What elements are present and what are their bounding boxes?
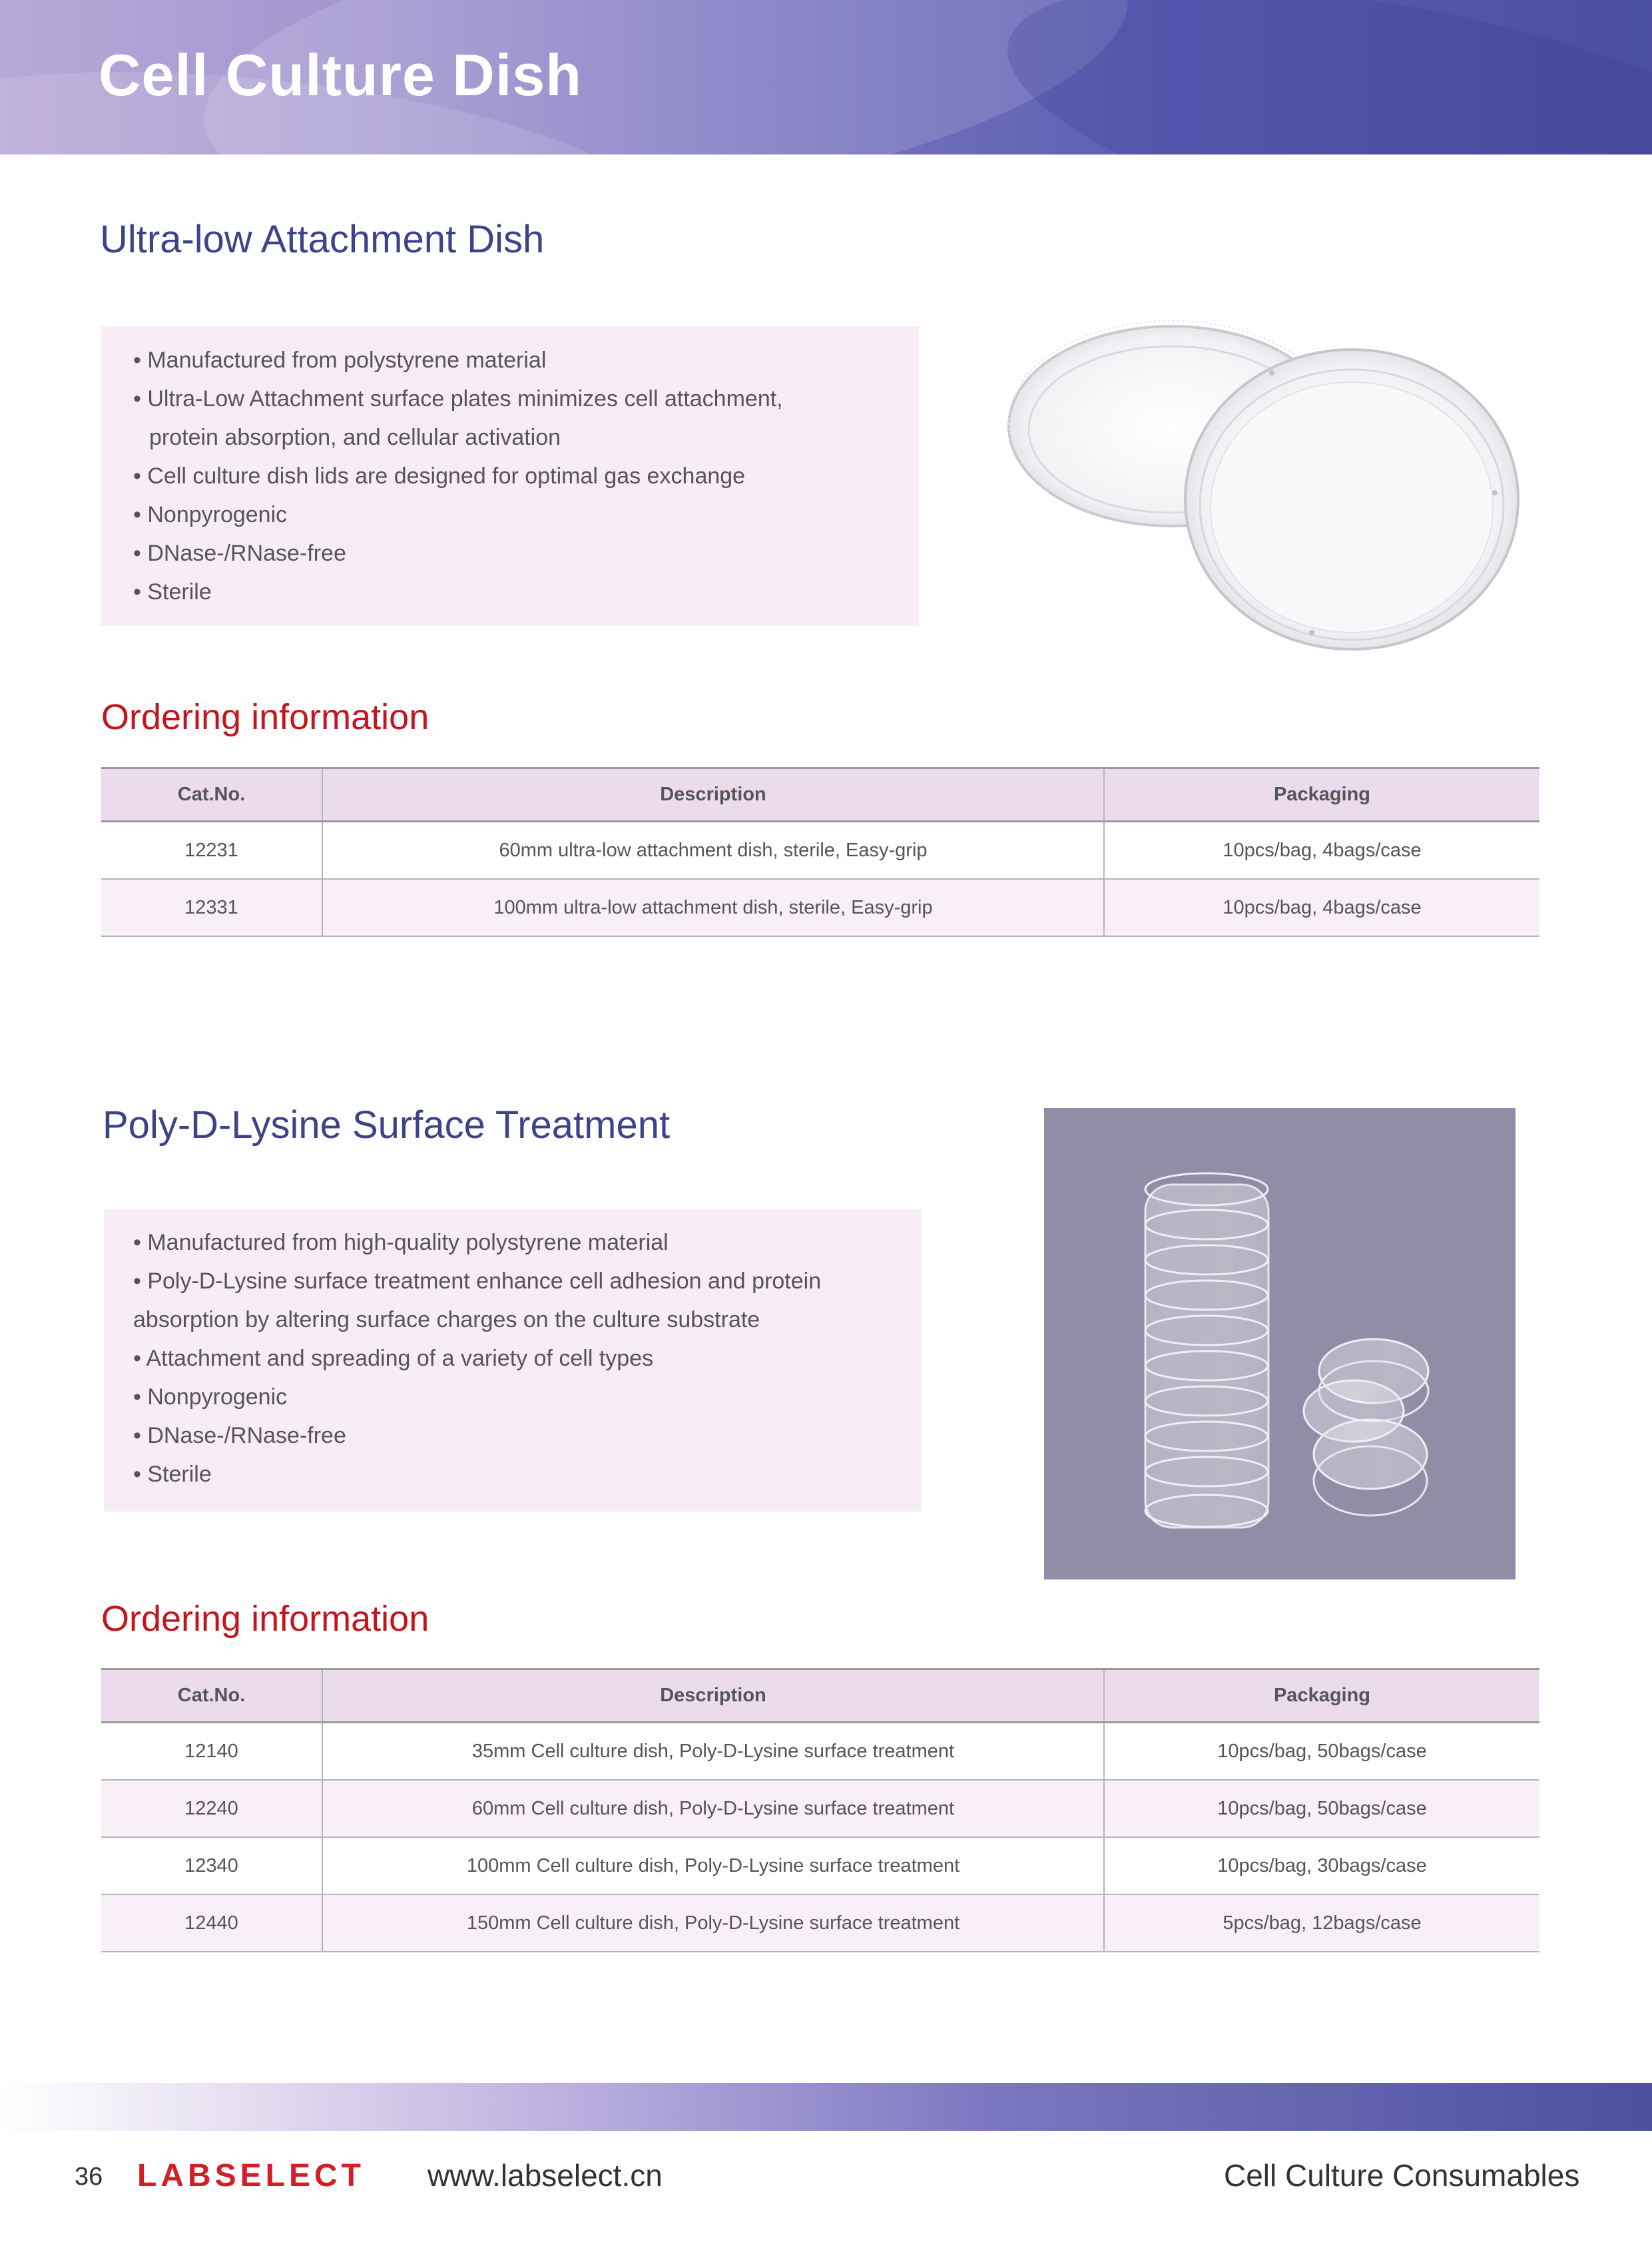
feature-item: • Poly-D-Lysine surface treatment enhance cell adhesion and protein	[133, 1268, 822, 1294]
labselect-logo: LABSELECT	[137, 2158, 365, 2193]
cat-no-cell: 12331	[101, 879, 322, 936]
cat-no-cell: 12140	[101, 1723, 322, 1781]
ordering-title-1: Ordering information	[101, 697, 429, 737]
section-title-pdl: Poly-D-Lysine Surface Treatment	[103, 1103, 671, 1147]
feature-item: • Manufactured from polystyrene material	[133, 348, 547, 373]
feature-list	[133, 1223, 821, 1494]
feature-box-pdl	[104, 1209, 922, 1512]
column-header: Cat.No.	[101, 1669, 322, 1723]
description-cell: 35mm Cell culture dish, Poly-D-Lysine surface treatment	[322, 1723, 1104, 1781]
feature-item: • Cell culture dish lids are designed for optimal gas exchange	[133, 463, 746, 489]
column-header: Packaging	[1104, 1669, 1539, 1723]
description-cell: 150mm Cell culture dish, Poly-D-Lysine surface treatment	[322, 1894, 1104, 1952]
footer-band	[0, 2083, 1652, 2131]
cat-no-cell: 12231	[101, 822, 322, 880]
pdl-dish-photo	[1044, 1108, 1515, 1579]
table-header-row	[101, 768, 1539, 822]
page-title: Cell Culture Dish	[99, 42, 582, 108]
description-cell: 60mm Cell culture dish, Poly-D-Lysine surface treatment	[322, 1780, 1104, 1837]
table-row	[101, 1723, 1539, 1781]
cat-no-cell: 12440	[101, 1894, 322, 1952]
table-row	[101, 1894, 1539, 1952]
packaging-cell: 10pcs/bag, 30bags/case	[1104, 1837, 1539, 1894]
feature-list	[133, 341, 783, 611]
table-row	[101, 1780, 1539, 1837]
column-header: Description	[322, 768, 1104, 822]
packaging-cell: 5pcs/bag, 12bags/case	[1104, 1894, 1539, 1952]
packaging-cell: 10pcs/bag, 50bags/case	[1104, 1723, 1539, 1781]
stacked-dishes-graphic	[1044, 1108, 1515, 1579]
table-row	[101, 822, 1539, 880]
banner-wave	[983, 0, 1652, 154]
feature-item: • DNase-/RNase-free	[133, 541, 346, 566]
packaging-cell: 10pcs/bag, 50bags/case	[1104, 1780, 1539, 1837]
feature-item: • Sterile	[133, 579, 212, 605]
table-row	[101, 1837, 1539, 1894]
ultra-low-dish-image	[999, 293, 1525, 666]
column-header: Description	[322, 1669, 1104, 1723]
footer-category: Cell Culture Consumables	[1224, 2158, 1580, 2193]
feature-item: • DNase-/RNase-free	[133, 1423, 346, 1448]
description-cell: 100mm ultra-low attachment dish, sterile, Easy-grip	[322, 879, 1104, 936]
page-number: 36	[75, 2163, 103, 2191]
cat-no-cell: 12240	[101, 1780, 322, 1837]
packaging-cell: 10pcs/bag, 4bags/case	[1104, 879, 1539, 936]
feature-box-ultra-low	[101, 326, 919, 626]
description-cell: 60mm ultra-low attachment dish, sterile, Easy-grip	[322, 822, 1104, 880]
feature-item: • Manufactured from high-quality polystyrene material	[133, 1230, 669, 1255]
section-title-ultra-low: Ultra-low Attachment Dish	[100, 218, 545, 261]
feature-item: • Attachment and spreading of a variety of cell types	[133, 1346, 654, 1371]
feature-item: • Sterile	[133, 1462, 212, 1487]
feature-item: • Nonpyrogenic	[133, 1384, 288, 1410]
description-cell: 100mm Cell culture dish, Poly-D-Lysine surface treatment	[322, 1837, 1104, 1894]
feature-item: • Nonpyrogenic	[133, 502, 288, 527]
column-header: Cat.No.	[101, 768, 322, 822]
table-header-row	[101, 1669, 1539, 1723]
ordering-table-1	[101, 767, 1539, 937]
column-header: Packaging	[1104, 768, 1539, 822]
ordering-title-2: Ordering information	[101, 1599, 429, 1639]
cat-no-cell: 12340	[101, 1837, 322, 1894]
table-row	[101, 879, 1539, 936]
ordering-table-2	[101, 1668, 1539, 1952]
feature-item: protein absorption, and cellular activation	[149, 425, 561, 450]
feature-item: absorption by altering surface charges on the culture substrate	[133, 1307, 760, 1332]
packaging-cell: 10pcs/bag, 4bags/case	[1104, 822, 1539, 880]
feature-item: • Ultra-Low Attachment surface plates minimizes cell attachment,	[133, 386, 783, 412]
website-url: www.labselect.cn	[427, 2158, 663, 2193]
